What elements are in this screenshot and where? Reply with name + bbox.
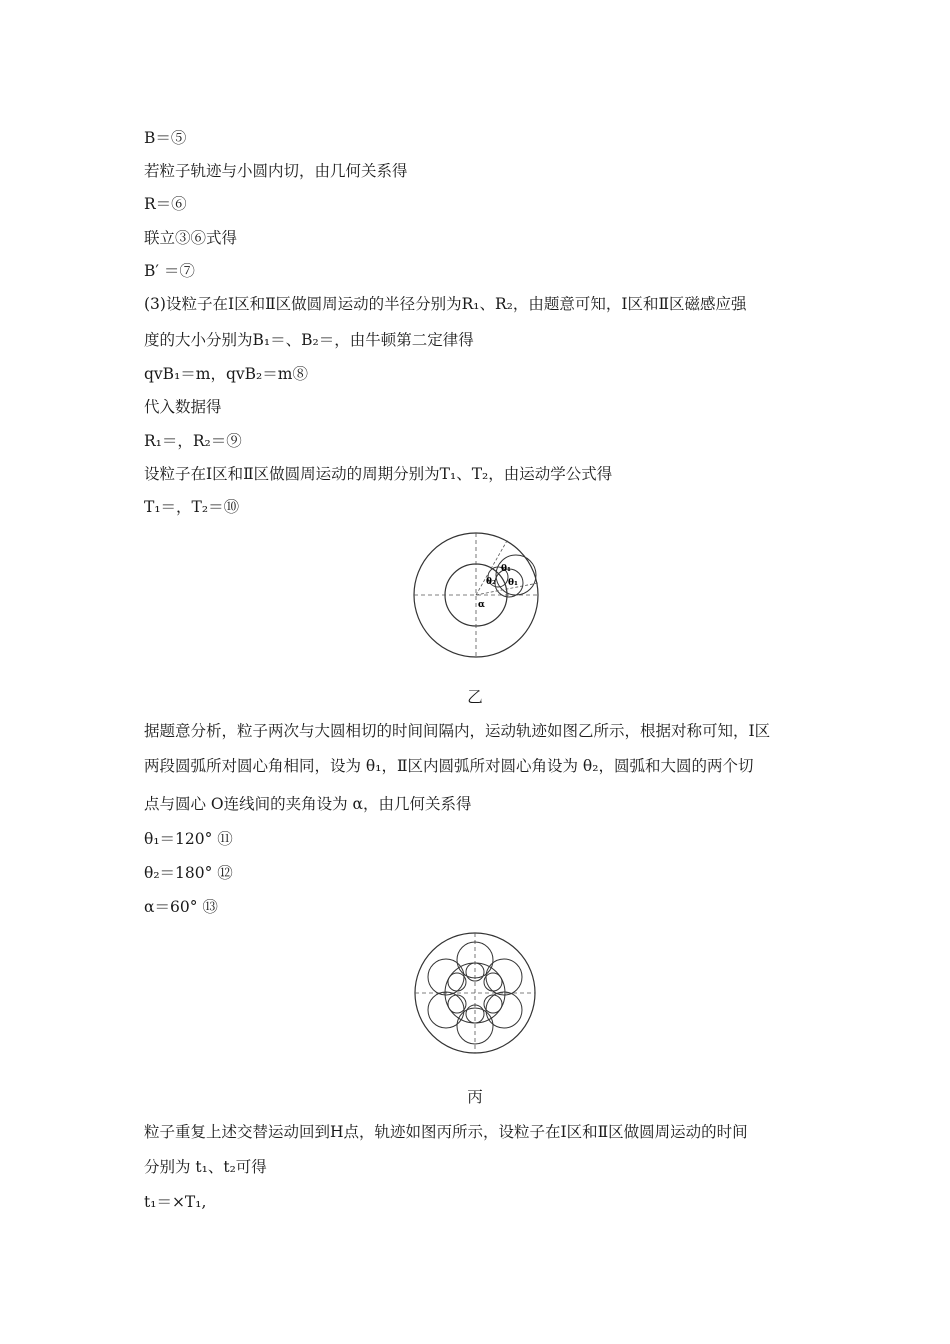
text-line-14: 两段圆弧所对圆心角相同，设为 θ₁，Ⅱ区内圆弧所对圆心角设为 θ₂，圆弧和大圆的两个切 <box>144 757 754 775</box>
text-line-20: 分别为 t₁、t₂可得 <box>144 1158 267 1176</box>
theta2-label: θ₂ <box>486 577 496 587</box>
text-line-18: α＝60° ⑬ <box>144 898 218 916</box>
text-line-5: B′ ＝⑦ <box>144 262 195 280</box>
trajectory-arc-1 <box>496 555 536 595</box>
text-line-10: R₁＝，R₂＝⑨ <box>144 432 242 450</box>
text-line-19: 粒子重复上述交替运动回到H点，轨迹如图丙所示，设粒子在Ⅰ区和Ⅱ区做圆周运动的时间 <box>144 1123 748 1141</box>
text-line-4: 联立③⑥式得 <box>144 229 238 247</box>
text-line-8: qvB₁＝m，qvB₂＝m⑧ <box>144 365 308 383</box>
text-line-3: R＝⑥ <box>144 195 187 213</box>
text-line-7: 度的大小分别为B₁＝、B₂＝，由牛顿第二定律得 <box>144 331 474 349</box>
figure-bing-caption: 丙 <box>467 1088 483 1106</box>
alpha-label: α <box>478 600 485 610</box>
text-line-13: 据题意分析，粒子两次与大圆相切的时间间隔内，运动轨迹如图乙所示，根据对称可知，Ⅰ区 <box>144 722 771 740</box>
text-line-12: T₁＝，T₂＝⑩ <box>144 498 240 516</box>
text-line-2: 若粒子轨迹与小圆内切，由几何关系得 <box>144 162 408 180</box>
theta1-label: θ₁ <box>501 564 511 574</box>
text-line-17: θ₂＝180° ⑫ <box>144 864 233 882</box>
figure-yi <box>412 531 542 661</box>
text-line-21: t₁＝×T₁, <box>144 1193 207 1211</box>
text-line-9: 代入数据得 <box>144 398 222 416</box>
text-line-16: θ₁＝120° ⑪ <box>144 830 233 848</box>
text-line-15: 点与圆心 O连线间的夹角设为 α，由几何关系得 <box>144 795 472 813</box>
figure-yi-caption: 乙 <box>467 688 483 706</box>
theta1b-label: θ₁ <box>508 578 518 588</box>
text-line-6: (3)设粒子在Ⅰ区和Ⅱ区做圆周运动的半径分别为R₁、R₂，由题意可知，Ⅰ区和Ⅱ区磁感应强 <box>144 295 747 313</box>
text-line-11: 设粒子在Ⅰ区和Ⅱ区做圆周运动的周期分别为T₁、T₂，由运动学公式得 <box>144 465 613 483</box>
text-line-1: B＝⑤ <box>144 129 187 147</box>
figure-bing <box>412 930 538 1056</box>
